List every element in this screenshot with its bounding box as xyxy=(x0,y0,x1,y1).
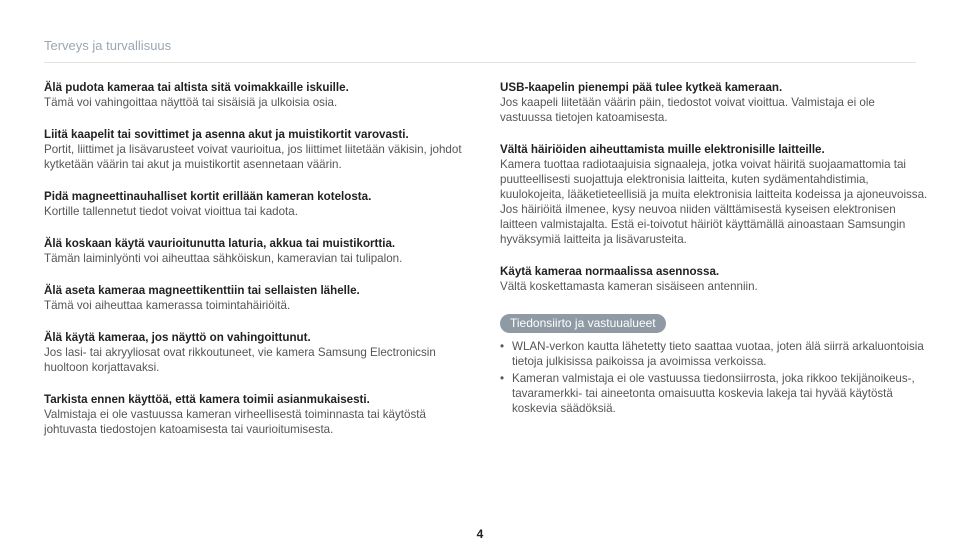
bullet-list xyxy=(500,339,930,416)
right-column xyxy=(500,80,930,418)
left-column xyxy=(44,80,464,454)
section-heading: Vältä häiriöiden aiheuttamista muille elektronisille laitteille. xyxy=(500,143,825,156)
safety-section xyxy=(500,142,930,247)
section-heading: Älä koskaan käytä vaurioitunutta laturia, akkua tai muistikorttia. xyxy=(44,237,396,250)
section-heading: Älä pudota kameraa tai altista sitä voimakkaille iskuille. xyxy=(44,81,349,94)
section-body: Tämän laiminlyönti voi aiheuttaa sähköiskun, kameravian tai tulipalon. xyxy=(44,252,403,265)
subsection-badge-wrap xyxy=(500,314,930,333)
section-body: Portit, liittimet ja lisävarusteet voivat vaurioitua, jos liittimet liitetään väkisin, johdot kytketään väärin tai akut ja muistikortit asennetaan väärin. xyxy=(44,143,462,171)
section-body: Vältä koskettamasta kameran sisäiseen antenniin. xyxy=(500,280,758,293)
subsection-badge: Tiedonsiirto ja vastuualueet xyxy=(500,314,666,333)
section-heading: Liitä kaapelit tai sovittimet ja asenna akut ja muistikortit varovasti. xyxy=(44,128,409,141)
safety-section xyxy=(44,189,464,219)
section-body: Tämä voi vahingoittaa näyttöä tai sisäisiä ja ulkoisia osia. xyxy=(44,96,338,109)
safety-section xyxy=(44,236,464,266)
section-heading: Käytä kameraa normaalissa asennossa. xyxy=(500,265,720,278)
section-body: Kortille tallennetut tiedot voivat vioittua tai kadota. xyxy=(44,205,298,218)
page-number: 4 xyxy=(476,527,484,541)
section-body: Kamera tuottaa radiotaajuisia signaaleja, jotka voivat häiritä suojaamattomia tai puutteellisesti suojattuja elektronisia laitteita, kuten sydämentahdistimia, kuulokojeita, lääketieteellisiä ja muita elektronisia laitteita kodeissa ja ajoneuvoissa. Jos häiriöitä ilmenee, kysy neuvoa niiden välttämisestä kyseisen elektronisen laitteen valmistajalta. Estä ei-toivotut häiriöt käyttämällä ainoastaan Samsungin hyväksymiä laitteita ja lisävarusteita. xyxy=(500,158,928,246)
section-body: Valmistaja ei ole vastuussa kameran virheellisestä toiminnasta tai käytöstä johtuvasta tiedostojen katoamisesta tai vaurioitumisesta. xyxy=(44,408,426,436)
safety-section xyxy=(44,127,464,172)
page-title: Terveys ja turvallisuus xyxy=(44,38,172,53)
section-body: Tämä voi aiheuttaa kamerassa toimintahäiriöitä. xyxy=(44,299,291,312)
safety-section xyxy=(44,330,464,375)
section-heading: USB-kaapelin pienempi pää tulee kytkeä kameraan. xyxy=(500,81,783,94)
page-header xyxy=(44,38,916,63)
section-heading: Älä aseta kameraa magneettikenttiin tai sellaisten lähelle. xyxy=(44,284,360,297)
section-heading: Tarkista ennen käyttöä, että kamera toimii asianmukaisesti. xyxy=(44,393,370,406)
bullet-item: • Kameran valmistaja ei ole vastuussa tiedonsiirrosta, joka rikkoo tekijänoikeus-, tavaramerkki- tai aineetonta omaisuutta koskevia lakeja tai hyvää käytöstä koskevia säädöksiä. xyxy=(500,371,930,416)
safety-section xyxy=(44,283,464,313)
section-body: Jos kaapeli liitetään väärin päin, tiedostot voivat vioittua. Valmistaja ei ole vastuussa tietojen katoamisesta. xyxy=(500,96,875,124)
bullet-item: • WLAN-verkon kautta lähetetty tieto saattaa vuotaa, joten älä siirrä arkaluontoisia tietoja julkisissa paikoissa ja avoimissa verkoissa. xyxy=(500,339,930,369)
safety-section xyxy=(44,80,464,110)
section-body: Jos lasi- tai akryyliosat ovat rikkoutuneet, vie kamera Samsung Electronicsin huoltoon korjattavaksi. xyxy=(44,346,436,374)
safety-section xyxy=(44,392,464,437)
section-heading: Älä käytä kameraa, jos näyttö on vahingoittunut. xyxy=(44,331,311,344)
section-heading: Pidä magneettinauhalliset kortit erillään kameran kotelosta. xyxy=(44,190,372,203)
safety-section xyxy=(500,80,930,125)
safety-section xyxy=(500,264,930,294)
